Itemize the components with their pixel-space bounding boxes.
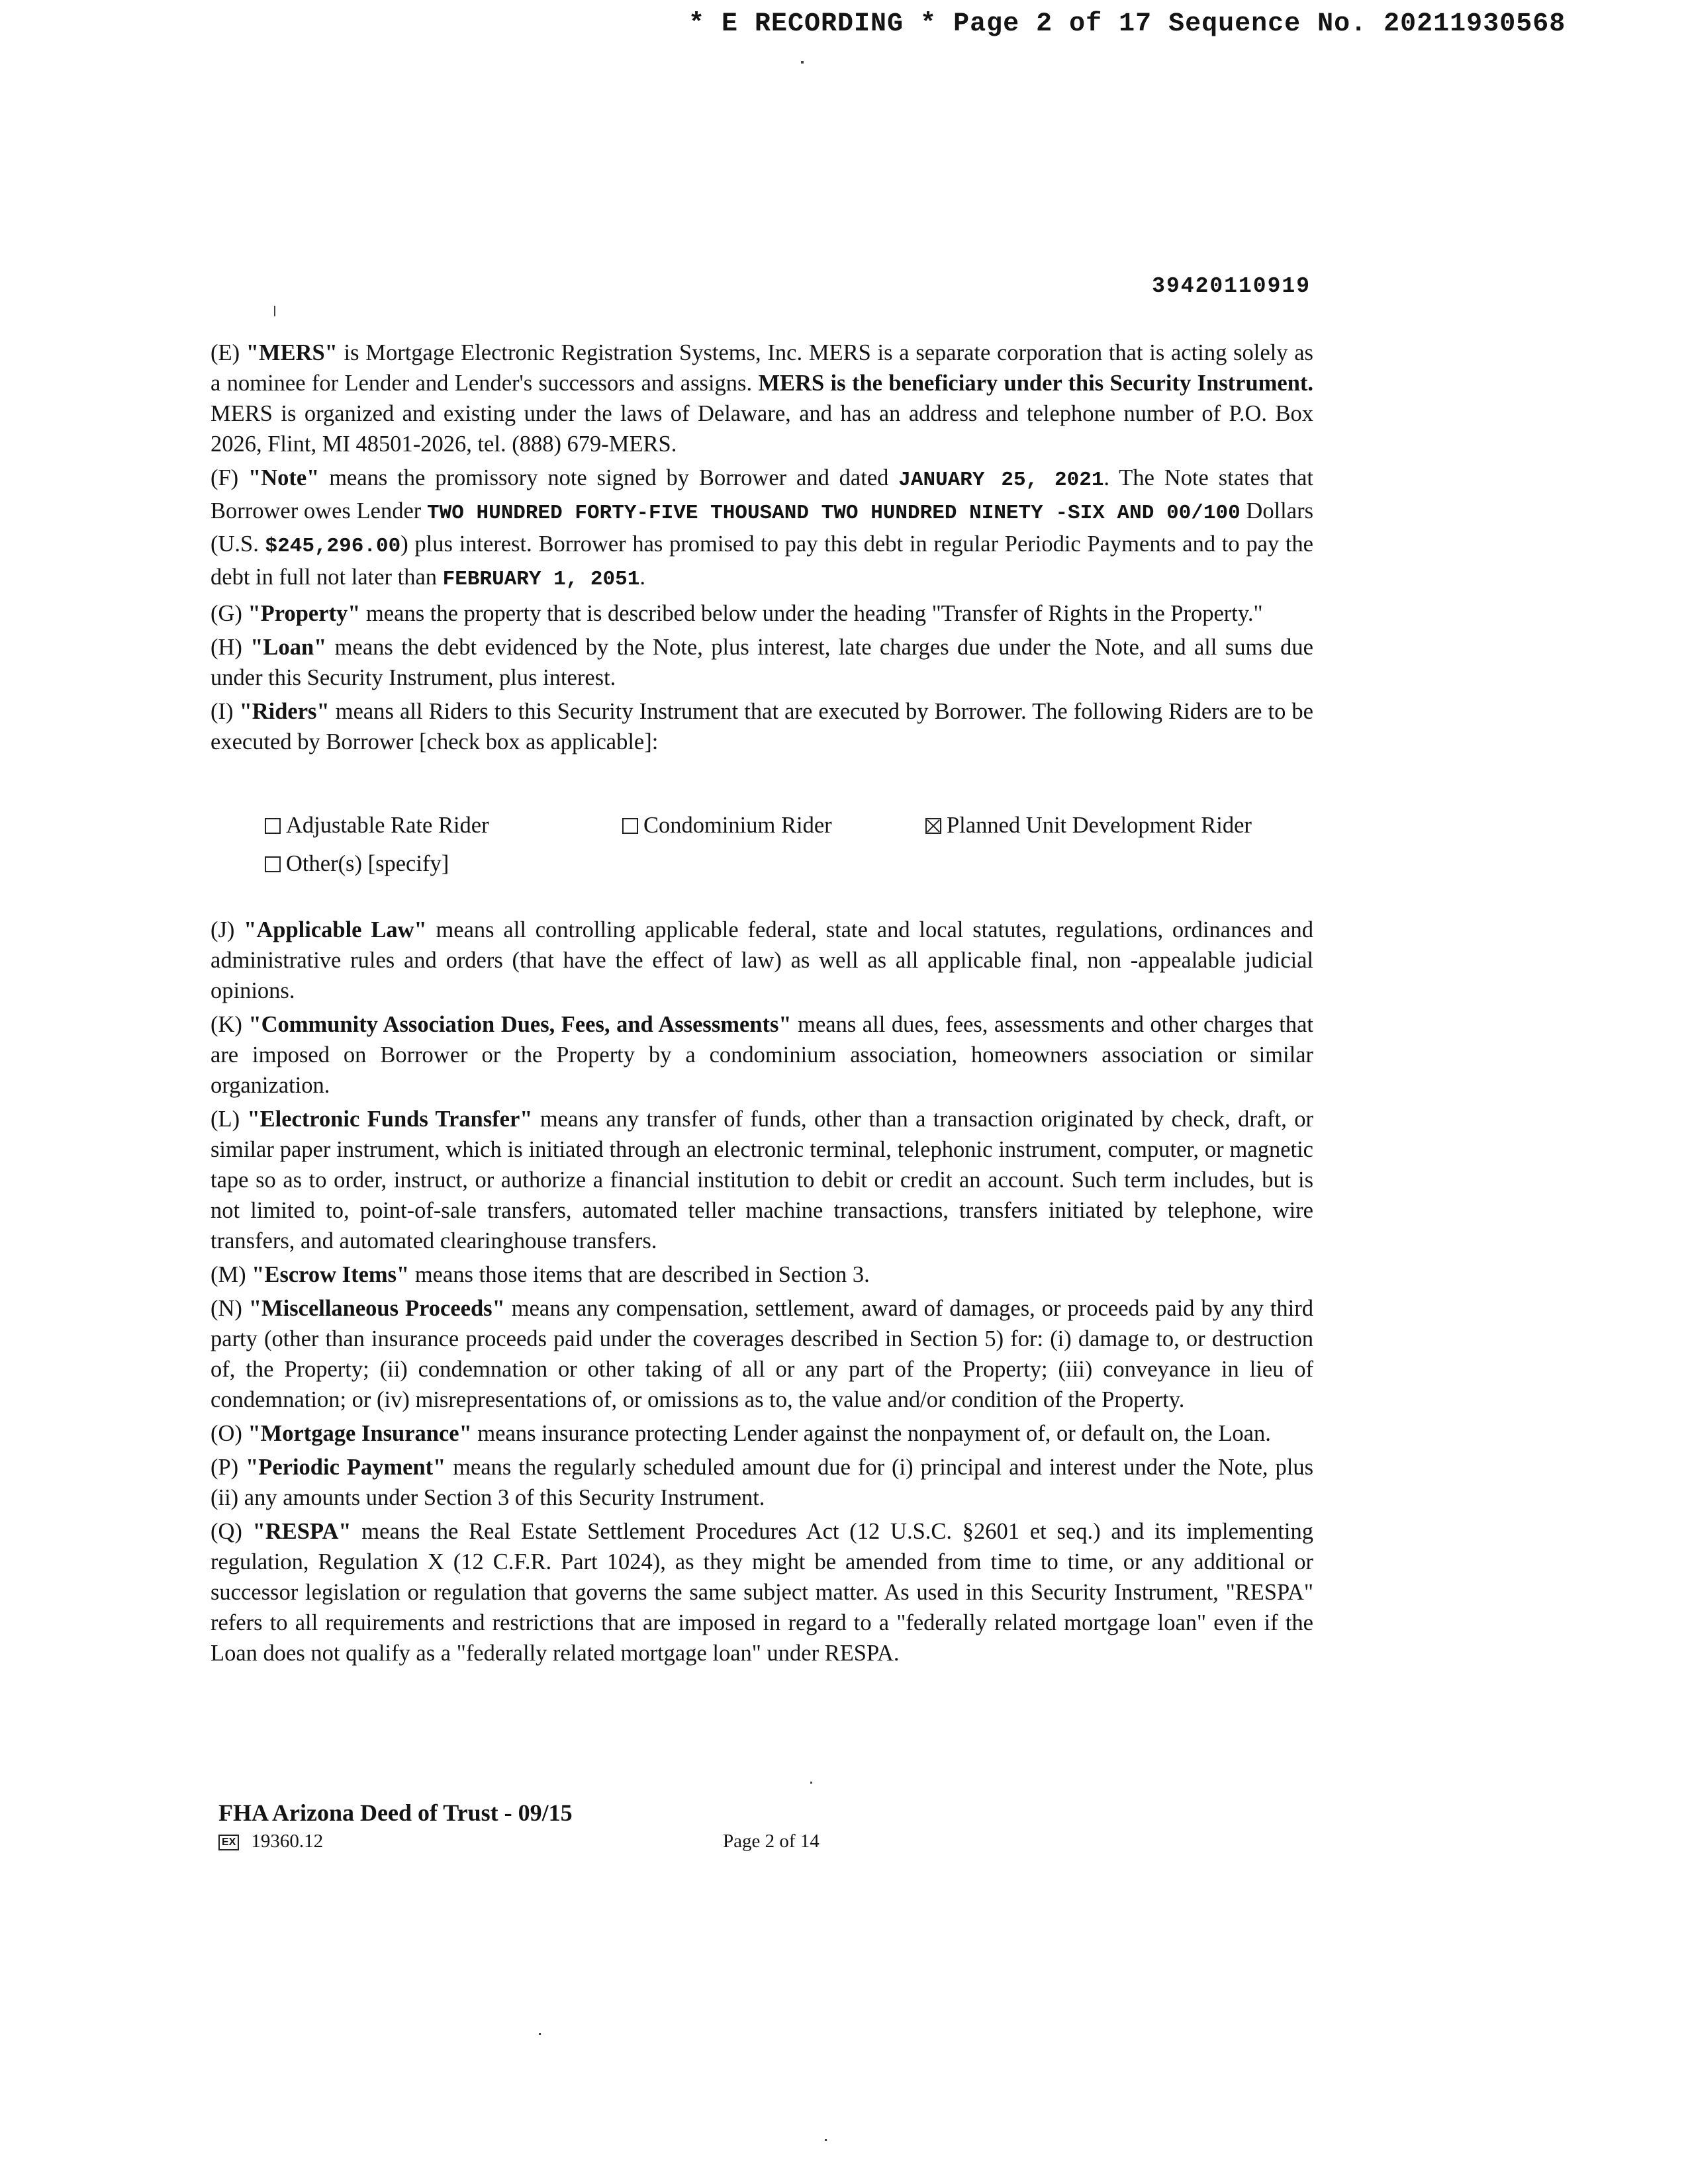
rider-planned-unit-development[interactable] (925, 810, 1252, 841)
definition-emphasis: MERS is the beneficiary under this Security Instrument. (758, 371, 1313, 396)
definition-text: means all dues, fees, assessments and other charges that are imposed on Borrower or the Property by a condominium association, homeowners association or similar organization. (211, 1012, 1313, 1098)
definition-text: MERS is organized and existing under the laws of Delaware, and has an address and telephone number of P.O. Box 2026, Flint, MI 48501-2026, tel. (888) 679-MERS. (211, 401, 1313, 457)
definition-text: Dollars (U.S. (211, 498, 1313, 557)
definition-text: means any compensation, settlement, award of damages, or proceeds paid by any third party (other than insurance proceeds paid under the coverages described in Section 5) for: (i) damage to, or destruction of, the Property; (ii) condemnation or other taking of all or any part of the Property; (iii) conveyance in lieu of condemnation; or (iv) misrepresentations of, or omissions as to, the value and/or condition of the Property. (211, 1296, 1313, 1412)
definition-f (211, 463, 1313, 595)
definition-text: means the promissory note signed by Borrower and dated (319, 465, 899, 490)
form-code-number: 19360.12 (251, 1831, 324, 1852)
definition-text: means all Riders to this Security Instrument that are executed by Borrower. The following Riders are to be executed by Borrower [check box as applicable]: (211, 699, 1313, 754)
rider-adjustable-rate[interactable] (265, 810, 489, 841)
checkbox-unchecked-icon[interactable] (622, 818, 638, 834)
defined-term: "Community Association Dues, Fees, and Assessments" (248, 1012, 792, 1037)
definition-text: . The Note states that Borrower owes Lender (211, 465, 1313, 523)
checkbox-checked-icon[interactable] (925, 818, 941, 834)
defined-term: "Riders" (239, 699, 330, 724)
recording-stamp: * E RECORDING * Page 2 of 17 Sequence No. 20211930568 (688, 9, 1566, 39)
riders-checklist (265, 810, 1324, 887)
checkbox-unchecked-icon[interactable] (265, 818, 281, 834)
definition-label: (H) (211, 635, 251, 660)
loan-number: 39420110919 (1152, 274, 1311, 298)
defined-term: "Note" (248, 465, 320, 490)
defined-term: "Applicable Law" (244, 917, 427, 942)
definition-h (211, 632, 1313, 693)
form-provider-logo-icon: EX (218, 1835, 239, 1850)
definition-label: (M) (211, 1262, 252, 1287)
rider-condominium[interactable] (622, 810, 832, 841)
form-title: FHA Arizona Deed of Trust - 09/15 (218, 1799, 573, 1826)
defined-term: "Electronic Funds Transfer" (247, 1107, 533, 1132)
scan-mark (274, 306, 275, 316)
definition-label: (K) (211, 1012, 249, 1037)
definition-label: (I) (211, 699, 240, 724)
scan-mark (539, 2033, 541, 2035)
definition-text: means the debt evidenced by the Note, plus interest, late charges due under the Note, and all sums due under this Security Instrument, plus interest. (211, 635, 1313, 690)
definition-label: (J) (211, 917, 244, 942)
definition-text: is Mortgage Electronic Registration Systems, Inc. MERS is a separate corporation that is acting solely as a nominee for Lender and Lender's successors and assigns. (211, 340, 1313, 396)
definition-q (211, 1516, 1313, 1668)
definition-text: means any transfer of funds, other than a transaction originated by check, draft, or similar paper instrument, which is initiated through an electronic terminal, telephonic instrument, computer, or magnetic tape so as to order, instruct, or authorize a financial institution to debit or credit an account. Such term includes, but is not limited to, point-of-sale transfers, automated teller machine transactions, transfers initiated by telephone, wire transfers, and automated clearinghouse transfers. (211, 1107, 1313, 1253)
definition-label: (P) (211, 1455, 246, 1480)
definition-text: means the property that is described below under the heading "Transfer of Rights in the Property." (360, 601, 1263, 626)
definition-text: means insurance protecting Lender against the nonpayment of, or default on, the Loan. (471, 1421, 1271, 1446)
definition-label: (F) (211, 465, 249, 490)
definition-label: (O) (211, 1421, 248, 1446)
definition-text: . (639, 565, 645, 590)
defined-term: "Periodic Payment" (246, 1455, 446, 1480)
defined-term: "RESPA" (252, 1519, 352, 1544)
definition-k (211, 1009, 1313, 1101)
riders-row-1 (265, 810, 1324, 848)
definitions-section-bottom (211, 915, 1313, 1672)
loan-amount: $245,296.00 (265, 535, 401, 558)
definition-o (211, 1418, 1313, 1449)
definitions-section-top (211, 338, 1313, 760)
definition-e (211, 338, 1313, 459)
definition-j (211, 915, 1313, 1006)
definition-p (211, 1452, 1313, 1513)
rider-label: Condominium Rider (643, 813, 832, 838)
defined-term: "Miscellaneous Proceeds" (248, 1296, 505, 1321)
checkbox-unchecked-icon[interactable] (265, 856, 281, 872)
defined-term: "Loan" (250, 635, 327, 660)
note-date: JANUARY 25, 2021 (898, 469, 1104, 492)
defined-term: "MERS" (246, 340, 338, 365)
definition-text: means all controlling applicable federal, state and local statutes, regulations, ordinances and administrative rules and orders (that have the effect of law) as well as all applicable final, non -appealable judicial opinions. (211, 917, 1314, 1003)
rider-label: Adjustable Rate Rider (286, 813, 489, 838)
definition-text: ) plus interest. Borrower has promised to pay this debt in regular Periodic Payments and to pay the debt in full not later than (211, 531, 1313, 590)
definition-n (211, 1293, 1313, 1415)
definition-label: (Q) (211, 1519, 253, 1544)
maturity-date: FEBRUARY 1, 2051 (442, 568, 640, 591)
scan-mark (825, 2139, 827, 2141)
defined-term: "Escrow Items" (252, 1262, 410, 1287)
definition-text: means the regularly scheduled amount due for (i) principal and interest under the Note, plus (ii) any amounts under Section 3 of this Security Instrument. (211, 1455, 1313, 1510)
rider-label: Planned Unit Development Rider (947, 813, 1252, 838)
rider-label: Other(s) [specify] (286, 851, 449, 876)
definition-l (211, 1104, 1313, 1256)
definition-text: means the Real Estate Settlement Procedures Act (12 U.S.C. §2601 et seq.) and its implementing regulation, Regulation X (12 C.F.R. Part 1024), as they might be amended from time to time, or any additional or successor legislation or regulation that governs the same subject matter. As used in this Security Instrument, "RESPA" refers to all requirements and restrictions that are imposed in regard to a "federally related mortgage loan" even if the Loan does not qualify as a "federally related mortgage loan" under RESPA. (211, 1519, 1313, 1666)
defined-term: "Mortgage Insurance" (248, 1421, 472, 1446)
page-number: Page 2 of 14 (723, 1831, 820, 1852)
definition-g (211, 598, 1313, 629)
scan-mark (810, 1782, 812, 1784)
scan-mark (801, 61, 804, 64)
loan-amount-words: TWO HUNDRED FORTY-FIVE THOUSAND TWO HUNDRED NINETY -SIX AND 00/100 (426, 502, 1241, 525)
definition-label: (G) (211, 601, 248, 626)
definition-i (211, 696, 1313, 757)
definition-label: (E) (211, 340, 246, 365)
definition-text: means those items that are described in Section 3. (409, 1262, 870, 1287)
riders-row-2 (265, 848, 1324, 887)
definition-label: (L) (211, 1107, 248, 1132)
definition-m (211, 1259, 1313, 1290)
defined-term: "Property" (248, 601, 361, 626)
rider-other[interactable] (265, 848, 449, 879)
form-code (218, 1831, 323, 1852)
definition-label: (N) (211, 1296, 249, 1321)
